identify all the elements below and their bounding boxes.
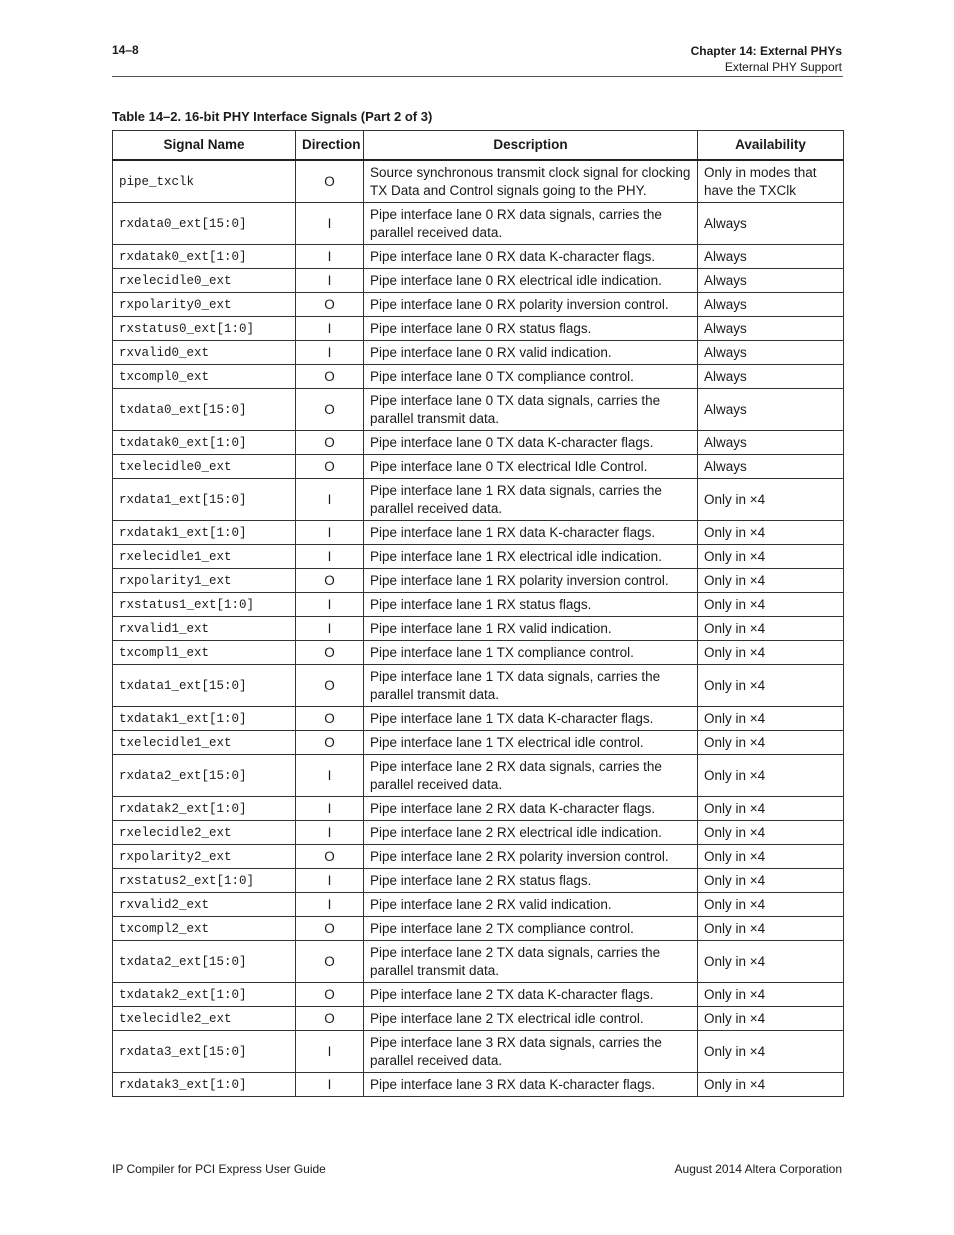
description-cell: Pipe interface lane 1 RX data signals, carries the parallel received data. <box>364 479 698 521</box>
signal-name-cell: rxdatak1_ext[1:0] <box>113 521 296 545</box>
direction-cell: I <box>296 1073 364 1097</box>
description-cell: Pipe interface lane 3 RX data K-character flags. <box>364 1073 698 1097</box>
description-cell: Pipe interface lane 0 RX data signals, carries the parallel received data. <box>364 203 698 245</box>
availability-cell: Always <box>698 365 844 389</box>
header-rule <box>112 76 843 77</box>
table-row <box>113 317 844 341</box>
description-cell: Pipe interface lane 2 RX valid indication. <box>364 893 698 917</box>
description-cell: Pipe interface lane 2 TX data K-character flags. <box>364 983 698 1007</box>
signal-name-cell: txdata1_ext[15:0] <box>113 665 296 707</box>
signal-name-cell: rxstatus0_ext[1:0] <box>113 317 296 341</box>
direction-cell: O <box>296 455 364 479</box>
signal-name-cell: txdatak2_ext[1:0] <box>113 983 296 1007</box>
direction-cell: I <box>296 317 364 341</box>
direction-cell: O <box>296 641 364 665</box>
description-cell: Pipe interface lane 2 RX data K-character flags. <box>364 797 698 821</box>
description-cell: Pipe interface lane 1 TX compliance control. <box>364 641 698 665</box>
table-row <box>113 821 844 845</box>
availability-cell: Always <box>698 293 844 317</box>
direction-cell: O <box>296 389 364 431</box>
description-cell: Pipe interface lane 2 TX compliance control. <box>364 917 698 941</box>
signal-name-cell: rxdata0_ext[15:0] <box>113 203 296 245</box>
signal-name-cell: rxdatak0_ext[1:0] <box>113 245 296 269</box>
table-row <box>113 1031 844 1073</box>
availability-cell: Only in ×4 <box>698 941 844 983</box>
table-row <box>113 797 844 821</box>
signal-name-cell: txcompl1_ext <box>113 641 296 665</box>
availability-cell: Only in ×4 <box>698 797 844 821</box>
description-cell: Pipe interface lane 0 TX compliance control. <box>364 365 698 389</box>
direction-cell: I <box>296 797 364 821</box>
availability-cell: Only in modes that have the TXClk <box>698 160 844 203</box>
signal-name-cell: txelecidle0_ext <box>113 455 296 479</box>
footer-doc-title: IP Compiler for PCI Express User Guide <box>112 1162 326 1176</box>
signal-name-cell: txelecidle2_ext <box>113 1007 296 1031</box>
description-cell: Pipe interface lane 1 RX status flags. <box>364 593 698 617</box>
signal-name-cell: rxvalid2_ext <box>113 893 296 917</box>
availability-cell: Only in ×4 <box>698 665 844 707</box>
direction-cell: I <box>296 1031 364 1073</box>
availability-cell: Always <box>698 455 844 479</box>
direction-cell: O <box>296 941 364 983</box>
direction-cell: O <box>296 160 364 203</box>
direction-cell: I <box>296 341 364 365</box>
signal-name-cell: rxdatak3_ext[1:0] <box>113 1073 296 1097</box>
description-cell: Pipe interface lane 0 RX electrical idle indication. <box>364 269 698 293</box>
column-header-direction: Direction <box>296 131 364 161</box>
direction-cell: I <box>296 869 364 893</box>
direction-cell: O <box>296 845 364 869</box>
direction-cell: O <box>296 665 364 707</box>
direction-cell: I <box>296 521 364 545</box>
table-row <box>113 731 844 755</box>
direction-cell: O <box>296 731 364 755</box>
table-row <box>113 869 844 893</box>
table-row <box>113 521 844 545</box>
running-header <box>691 43 842 75</box>
signal-name-cell: rxvalid0_ext <box>113 341 296 365</box>
availability-cell: Only in ×4 <box>698 593 844 617</box>
description-cell: Pipe interface lane 0 RX status flags. <box>364 317 698 341</box>
availability-cell: Only in ×4 <box>698 893 844 917</box>
table-row <box>113 983 844 1007</box>
availability-cell: Only in ×4 <box>698 641 844 665</box>
description-cell: Pipe interface lane 0 TX data signals, carries the parallel transmit data. <box>364 389 698 431</box>
table-row <box>113 293 844 317</box>
direction-cell: I <box>296 755 364 797</box>
table-row <box>113 893 844 917</box>
direction-cell: O <box>296 983 364 1007</box>
description-cell: Pipe interface lane 0 TX data K-character flags. <box>364 431 698 455</box>
description-cell: Pipe interface lane 2 RX electrical idle indication. <box>364 821 698 845</box>
table-row <box>113 269 844 293</box>
signal-name-cell: rxdatak2_ext[1:0] <box>113 797 296 821</box>
table-row <box>113 641 844 665</box>
description-cell: Source synchronous transmit clock signal for clocking TX Data and Control signals going to the PHY. <box>364 160 698 203</box>
signal-name-cell: txelecidle1_ext <box>113 731 296 755</box>
direction-cell: O <box>296 1007 364 1031</box>
signal-name-cell: rxstatus1_ext[1:0] <box>113 593 296 617</box>
description-cell: Pipe interface lane 2 TX data signals, carries the parallel transmit data. <box>364 941 698 983</box>
description-cell: Pipe interface lane 0 RX data K-character flags. <box>364 245 698 269</box>
description-cell: Pipe interface lane 0 RX valid indication. <box>364 341 698 365</box>
availability-cell: Always <box>698 431 844 455</box>
availability-cell: Only in ×4 <box>698 917 844 941</box>
description-cell: Pipe interface lane 1 TX electrical idle control. <box>364 731 698 755</box>
direction-cell: I <box>296 269 364 293</box>
table-body <box>113 160 844 1097</box>
availability-cell: Only in ×4 <box>698 731 844 755</box>
signal-name-cell: txdatak1_ext[1:0] <box>113 707 296 731</box>
table-row <box>113 389 844 431</box>
footer-date-company: August 2014 Altera Corporation <box>674 1162 842 1176</box>
signal-name-cell: rxdata3_ext[15:0] <box>113 1031 296 1073</box>
direction-cell: O <box>296 707 364 731</box>
signals-table <box>112 130 844 1097</box>
signal-name-cell: txdatak0_ext[1:0] <box>113 431 296 455</box>
signal-name-cell: txcompl0_ext <box>113 365 296 389</box>
table-caption: Table 14–2. 16-bit PHY Interface Signals (Part 2 of 3) <box>112 109 433 124</box>
description-cell: Pipe interface lane 2 TX electrical idle control. <box>364 1007 698 1031</box>
table-header-row <box>113 131 844 161</box>
availability-cell: Only in ×4 <box>698 983 844 1007</box>
signal-name-cell: rxelecidle1_ext <box>113 545 296 569</box>
table-row <box>113 665 844 707</box>
availability-cell: Always <box>698 341 844 365</box>
table-row <box>113 160 844 203</box>
table-row <box>113 941 844 983</box>
description-cell: Pipe interface lane 1 RX data K-character flags. <box>364 521 698 545</box>
signal-name-cell: rxpolarity0_ext <box>113 293 296 317</box>
description-cell: Pipe interface lane 2 RX polarity inversion control. <box>364 845 698 869</box>
signal-name-cell: rxelecidle2_ext <box>113 821 296 845</box>
description-cell: Pipe interface lane 1 RX electrical idle indication. <box>364 545 698 569</box>
table-row <box>113 1007 844 1031</box>
description-cell: Pipe interface lane 2 RX status flags. <box>364 869 698 893</box>
table-row <box>113 1073 844 1097</box>
direction-cell: I <box>296 545 364 569</box>
signal-name-cell: txdata2_ext[15:0] <box>113 941 296 983</box>
signal-name-cell: pipe_txclk <box>113 160 296 203</box>
table-row <box>113 431 844 455</box>
table-row <box>113 569 844 593</box>
availability-cell: Only in ×4 <box>698 845 844 869</box>
availability-cell: Always <box>698 389 844 431</box>
description-cell: Pipe interface lane 2 RX data signals, carries the parallel received data. <box>364 755 698 797</box>
availability-cell: Only in ×4 <box>698 707 844 731</box>
table-row <box>113 845 844 869</box>
column-header-signal-name: Signal Name <box>113 131 296 161</box>
direction-cell: I <box>296 593 364 617</box>
availability-cell: Only in ×4 <box>698 869 844 893</box>
direction-cell: O <box>296 569 364 593</box>
availability-cell: Only in ×4 <box>698 1073 844 1097</box>
availability-cell: Only in ×4 <box>698 545 844 569</box>
table-row <box>113 341 844 365</box>
availability-cell: Always <box>698 269 844 293</box>
direction-cell: I <box>296 893 364 917</box>
direction-cell: I <box>296 203 364 245</box>
section-title: External PHY Support <box>724 60 842 74</box>
signal-name-cell: rxdata1_ext[15:0] <box>113 479 296 521</box>
table-row <box>113 455 844 479</box>
description-cell: Pipe interface lane 1 RX valid indication. <box>364 617 698 641</box>
availability-cell: Only in ×4 <box>698 755 844 797</box>
direction-cell: O <box>296 917 364 941</box>
availability-cell: Only in ×4 <box>698 521 844 545</box>
availability-cell: Only in ×4 <box>698 569 844 593</box>
chapter-title: Chapter 14: External PHYs <box>690 44 842 58</box>
table-row <box>113 365 844 389</box>
availability-cell: Only in ×4 <box>698 1007 844 1031</box>
description-cell: Pipe interface lane 0 TX electrical Idle Control. <box>364 455 698 479</box>
table-row <box>113 245 844 269</box>
direction-cell: I <box>296 479 364 521</box>
availability-cell: Always <box>698 317 844 341</box>
table-row <box>113 755 844 797</box>
direction-cell: I <box>296 245 364 269</box>
table-row <box>113 479 844 521</box>
direction-cell: O <box>296 293 364 317</box>
table-row <box>113 917 844 941</box>
signal-name-cell: txcompl2_ext <box>113 917 296 941</box>
availability-cell: Only in ×4 <box>698 1031 844 1073</box>
availability-cell: Always <box>698 245 844 269</box>
availability-cell: Only in ×4 <box>698 821 844 845</box>
signal-name-cell: rxdata2_ext[15:0] <box>113 755 296 797</box>
table-row <box>113 545 844 569</box>
signal-name-cell: txdata0_ext[15:0] <box>113 389 296 431</box>
column-header-description: Description <box>364 131 698 161</box>
description-cell: Pipe interface lane 3 RX data signals, carries the parallel received data. <box>364 1031 698 1073</box>
direction-cell: O <box>296 365 364 389</box>
signal-name-cell: rxpolarity1_ext <box>113 569 296 593</box>
signal-name-cell: rxvalid1_ext <box>113 617 296 641</box>
signal-name-cell: rxelecidle0_ext <box>113 269 296 293</box>
description-cell: Pipe interface lane 1 TX data K-character flags. <box>364 707 698 731</box>
signal-name-cell: rxstatus2_ext[1:0] <box>113 869 296 893</box>
table-row <box>113 203 844 245</box>
table-row <box>113 593 844 617</box>
availability-cell: Only in ×4 <box>698 479 844 521</box>
description-cell: Pipe interface lane 0 RX polarity inversion control. <box>364 293 698 317</box>
description-cell: Pipe interface lane 1 TX data signals, carries the parallel transmit data. <box>364 665 698 707</box>
direction-cell: I <box>296 617 364 641</box>
direction-cell: I <box>296 821 364 845</box>
availability-cell: Always <box>698 203 844 245</box>
table-row <box>113 707 844 731</box>
availability-cell: Only in ×4 <box>698 617 844 641</box>
signal-name-cell: rxpolarity2_ext <box>113 845 296 869</box>
description-cell: Pipe interface lane 1 RX polarity inversion control. <box>364 569 698 593</box>
page-number: 14–8 <box>112 43 139 57</box>
table-row <box>113 617 844 641</box>
direction-cell: O <box>296 431 364 455</box>
column-header-availability: Availability <box>698 131 844 161</box>
